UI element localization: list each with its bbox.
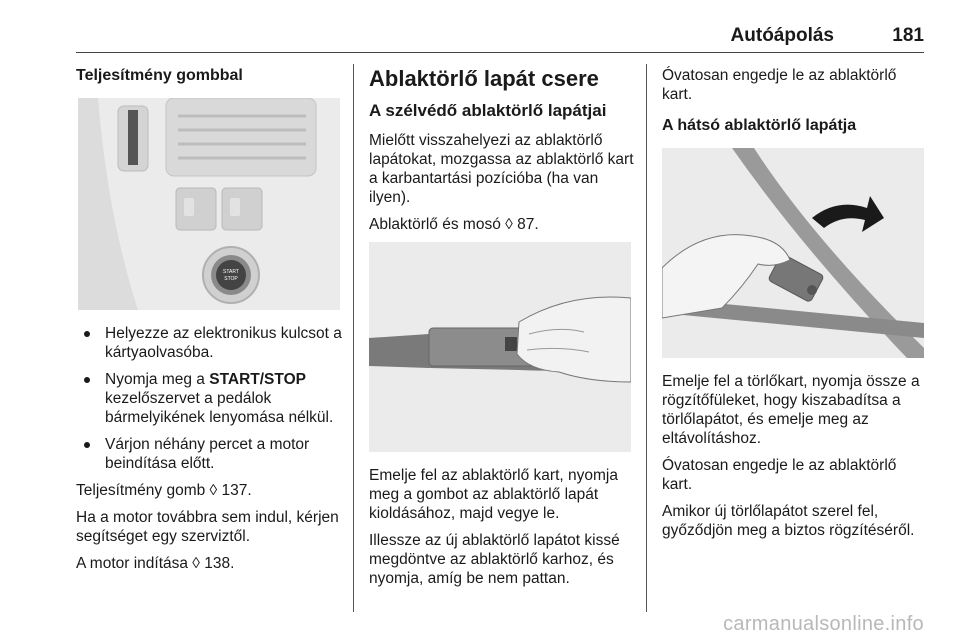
paragraph: Óvatosan engedje le az ablaktörlő kart. xyxy=(662,67,897,103)
cross-reference-paragraph: A motor indítása ◊ 138. xyxy=(76,555,235,572)
watermark: carmanualsonline.info xyxy=(723,613,924,635)
page-header xyxy=(76,22,924,53)
rear-wiper-illustration xyxy=(662,148,924,358)
figure-start-stop-button xyxy=(78,98,340,310)
column-1 xyxy=(76,66,342,581)
start-stop-label: START/STOP xyxy=(209,371,306,388)
list-item: Nyomja meg a START/STOP kezelőszervet a pedálok bármelyikének lenyomása nélkül. xyxy=(76,370,342,427)
column-2 xyxy=(369,66,635,596)
page-number: 181 xyxy=(892,25,924,46)
section-title: Autóápolás xyxy=(730,25,834,46)
column-3 xyxy=(662,66,930,548)
column-2-subheading: A szélvédő ablaktörlő lapátjai xyxy=(369,101,607,120)
column-3-subheading: A hátsó ablaktörlő lapátja xyxy=(662,117,857,134)
figure-rear-wiper-blade xyxy=(662,148,924,358)
column-1-heading: Teljesítmény gombbal xyxy=(76,67,243,84)
paragraph: Óvatosan engedje le az ablaktörlő kart. xyxy=(662,457,897,493)
paragraph: Amikor új törlőlapátot szerel fel, győződjön meg a biztos rögzítéséről. xyxy=(662,503,915,539)
list-item: Várjon néhány percet a motor beindítása előtt. xyxy=(76,435,342,473)
column-2-heading: Ablaktörlő lapát csere xyxy=(369,66,599,91)
instruction-list xyxy=(76,324,342,473)
paragraph: Mielőtt visszahelyezi az ablaktörlő lapátokat, mozgassa az ablaktörlő kart a karbantartási pozícióba (ha van ilyen). xyxy=(369,132,634,206)
paragraph: Emelje fel az ablaktörlő kart, nyomja meg a gombot az ablaktörlő lapát kioldásához, majd vegye le. xyxy=(369,467,618,522)
paragraph: Ha a motor továbbra sem indul, kérjen segítséget egy szerviztől. xyxy=(76,509,339,545)
column-divider-2 xyxy=(646,64,647,612)
cross-reference-paragraph: Teljesítmény gomb ◊ 137. xyxy=(76,482,252,499)
figure-windscreen-wiper-blade xyxy=(369,242,631,452)
wiper-blade-illustration xyxy=(369,242,631,452)
start-stop-illustration xyxy=(78,98,340,310)
paragraph: Emelje fel a törlőkart, nyomja össze a rögzítőfüleket, hogy kiszabadítsa a törlőlapátot, és emelje meg az eltávolításhoz. xyxy=(662,373,920,447)
cross-reference-paragraph: Ablaktörlő és mosó ◊ 87. xyxy=(369,216,539,233)
svg-text:START: START xyxy=(223,269,239,275)
svg-text:STOP: STOP xyxy=(224,276,238,282)
paragraph: Illessze az új ablaktörlő lapátot kissé megdöntve az ablaktörlő karhoz, és nyomja, amíg be nem pattan. xyxy=(369,532,620,587)
column-divider-1 xyxy=(353,64,354,612)
list-item: Helyezze az elektronikus kulcsot a kártyaolvasóba. xyxy=(76,324,342,362)
